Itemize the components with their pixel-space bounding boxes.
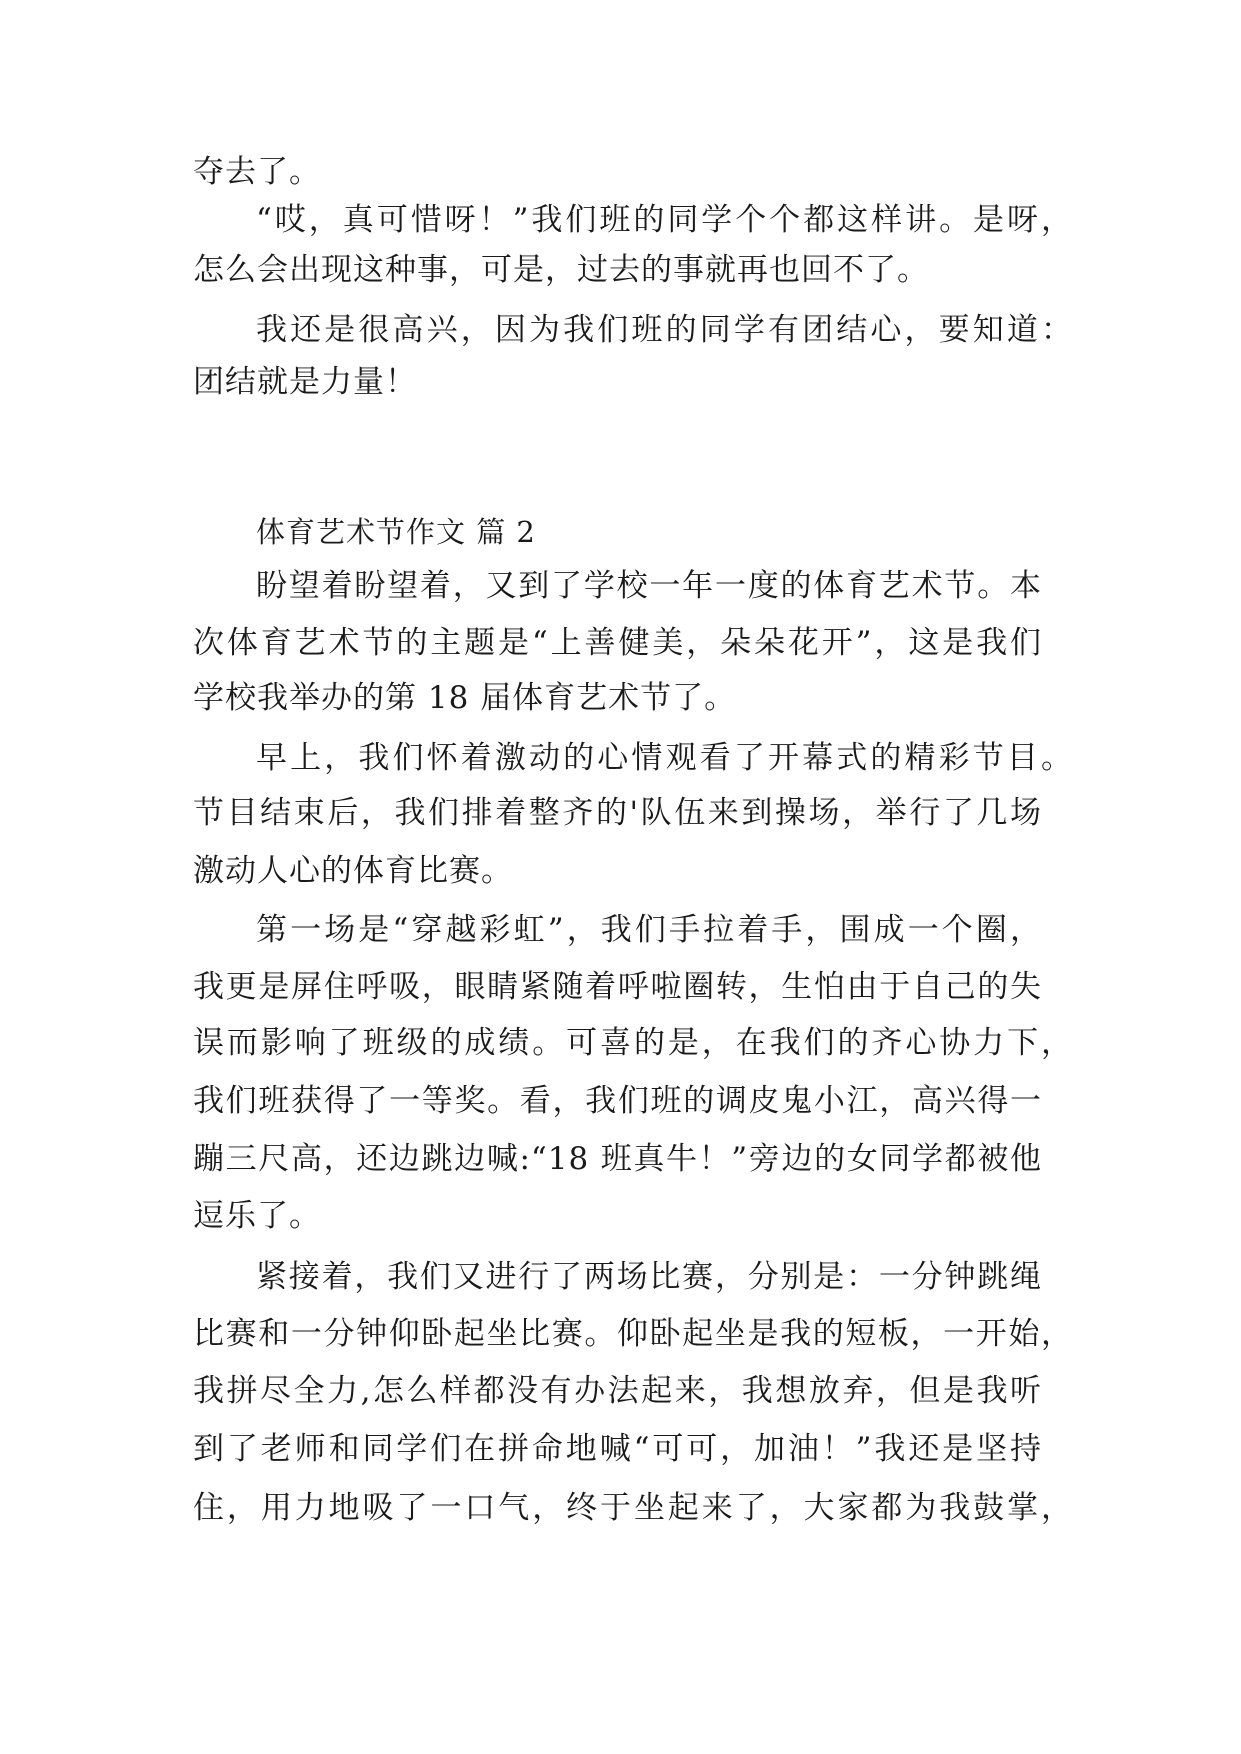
text-line-8: 次体育艺术节的主题是“上善健美，朵朵花开”，这是我们 (193, 625, 1042, 661)
text-line-10: 早上，我们怀着激动的心情观看了开幕式的精彩节目。 (256, 740, 1073, 776)
text-line-12: 激动人心的体育比赛。 (193, 853, 513, 889)
text-line-9: 学校我举办的第 18 届体育艺术节了。 (193, 680, 737, 716)
text-line-18: 逗乐了。 (193, 1198, 321, 1234)
text-line-13: 第一场是“穿越彩虹”，我们手拉着手，围成一个圈， (256, 912, 1042, 948)
text-line-19: 紧接着，我们又进行了两场比赛，分别是：一分钟跳绳 (256, 1259, 1042, 1295)
text-line-5: 团结就是力量！ (193, 364, 417, 400)
text-line-4: 我还是很高兴，因为我们班的同学有团结心，要知道： (256, 312, 1073, 348)
text-line-1: 夺去了。 (193, 154, 321, 190)
text-line-16: 我们班获得了一等奖。看，我们班的调皮鬼小江，高兴得一 (193, 1083, 1042, 1119)
text-line-3: 怎么会出现这种事，可是，过去的事就再也回不了。 (193, 252, 929, 288)
text-line-17: 蹦三尺高，还边跳边喊:“18 班真牛！”旁边的女同学都被他 (193, 1141, 1042, 1177)
text-line-21: 我拼尽全力,怎么样都没有办法起来，我想放弃，但是我听 (193, 1373, 1042, 1409)
text-line-23: 住，用力地吸了一口气，终于坐起来了，大家都为我鼓掌， (193, 1490, 1073, 1526)
text-line-2: “哎，真可惜呀！”我们班的同学个个都这样讲。是呀， (256, 202, 1073, 238)
text-line-11: 节目结束后，我们排着整齐的'队伍来到操场，举行了几场 (193, 795, 1042, 831)
text-line-7: 盼望着盼望着，又到了学校一年一度的体育艺术节。本 (256, 568, 1042, 604)
text-line-14: 我更是屏住呼吸，眼睛紧随着呼啦圈转，生怕由于自己的失 (193, 969, 1042, 1005)
section-heading: 体育艺术节作文 篇 2 (256, 515, 536, 549)
text-line-22: 到了老师和同学们在拼命地喊“可可，加油！”我还是坚持 (193, 1431, 1042, 1467)
text-line-15: 误而影响了班级的成绩。可喜的是，在我们的齐心协力下， (193, 1025, 1073, 1061)
text-line-20: 比赛和一分钟仰卧起坐比赛。仰卧起坐是我的短板，一开始， (193, 1316, 1073, 1352)
